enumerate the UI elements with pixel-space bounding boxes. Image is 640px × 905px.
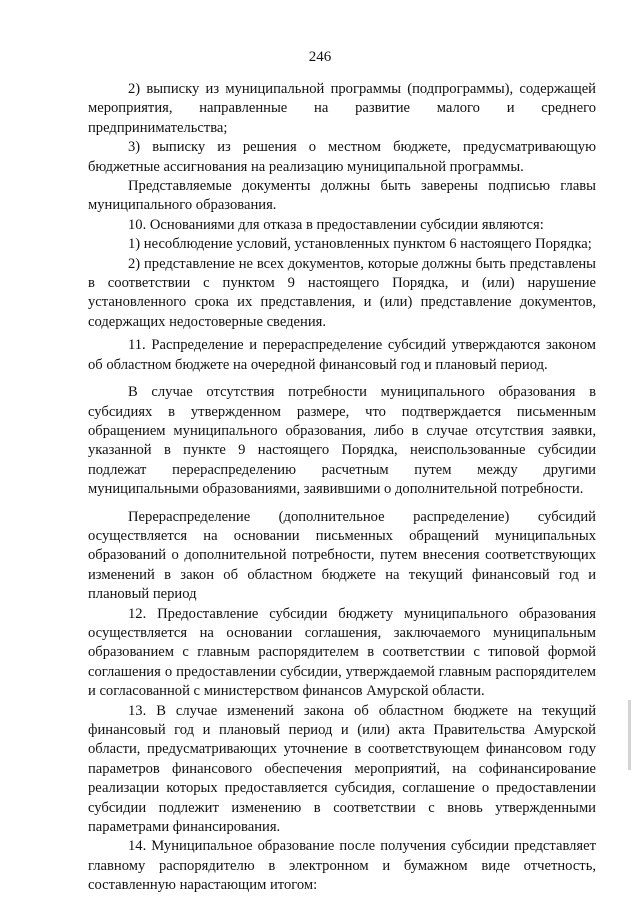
- scan-edge-mark: [628, 700, 631, 770]
- paragraph-clause-13: 13. В случае изменений закона об областном бюджете на текущий финансовый год и плановый период и (или) акта Правительства Амурской области, предусматривающих уточнение в соответствующем финансовом году параметров финансового обеспечения мероприятий, на софинансирование реализации которых предоставляется субсидия, соглашение о предоставлении субсидии подлежит изменению в соответствии с вновь утвержденными параметрами финансирования.: [88, 702, 596, 836]
- paragraph-clause-12: 12. Предоставление субсидии бюджету муниципального образования осуществляется на основании соглашения, заключаемого муниципальным образованием с главным распорядителем в соответствии с типовой формой соглашения о предоставлении субсидии, утверждаемой главным распорядителем и согласованной с министерством финансов Амурской области.: [88, 605, 596, 700]
- paragraph-item-2-extract-program: 2) выписку из муниципальной программы (подпрограммы), содержащей мероприятия, направленные на развитие малого и среднего предпринимательства;: [88, 81, 596, 136]
- paragraph-documents-certification: Представляемые документы должны быть заверены подписью главы муниципального образования.: [88, 178, 596, 214]
- paragraph-clause-10-item-2: 2) представление не всех документов, которые должны быть представлены в соответствии с пунктом 9 настоящего Порядка, и (или) нарушение установленного срока их представления, и (или) представление документов, содержащих недостоверные сведения.: [88, 255, 596, 330]
- paragraph-redistribution-unused: В случае отсутствия потребности муниципального образования в субсидиях в утвержденном размере, что подтверждается письменным обращением муниципального образования, либо в случае отсутствия заявки, указанной в пункте 9 настоящего Порядка, неиспользованные субсидии подлежат перераспределению расчетным путем между другими муниципальными образованиями, заявившими о дополнительной потребности.: [88, 384, 596, 498]
- paragraph-clause-14: 14. Муниципальное образование после получения субсидии представляет главному распорядителю в электронном и бумажном виде отчетность, составленную нарастающим итогом:: [88, 838, 596, 894]
- paragraph-clause-11: 11. Распределение и перераспределение субсидий утверждаются законом об областном бюджете на очередной финансовый год и плановый период.: [88, 337, 596, 373]
- paragraph-clause-10-item-1: 1) несоблюдение условий, установленных пунктом 6 настоящего Порядка;: [128, 236, 592, 253]
- document-body: [88, 80, 596, 896]
- paragraph-clause-10: 10. Основаниями для отказа в предоставлении субсидии являются:: [128, 216, 544, 233]
- paragraph-item-3-extract-budget: 3) выписку из решения о местном бюджете, предусматривающую бюджетные ассигнования на реализацию муниципальной программы.: [88, 139, 596, 175]
- paragraph-additional-distribution: Перераспределение (дополнительное распределение) субсидий осуществляется на основании письменных обращений муниципальных образований о дополнительной потребности, путем внесения соответствующих изменений в закон об областном бюджете на текущий финансовый год и плановый период: [88, 508, 596, 603]
- page-number: 246: [308, 49, 332, 65]
